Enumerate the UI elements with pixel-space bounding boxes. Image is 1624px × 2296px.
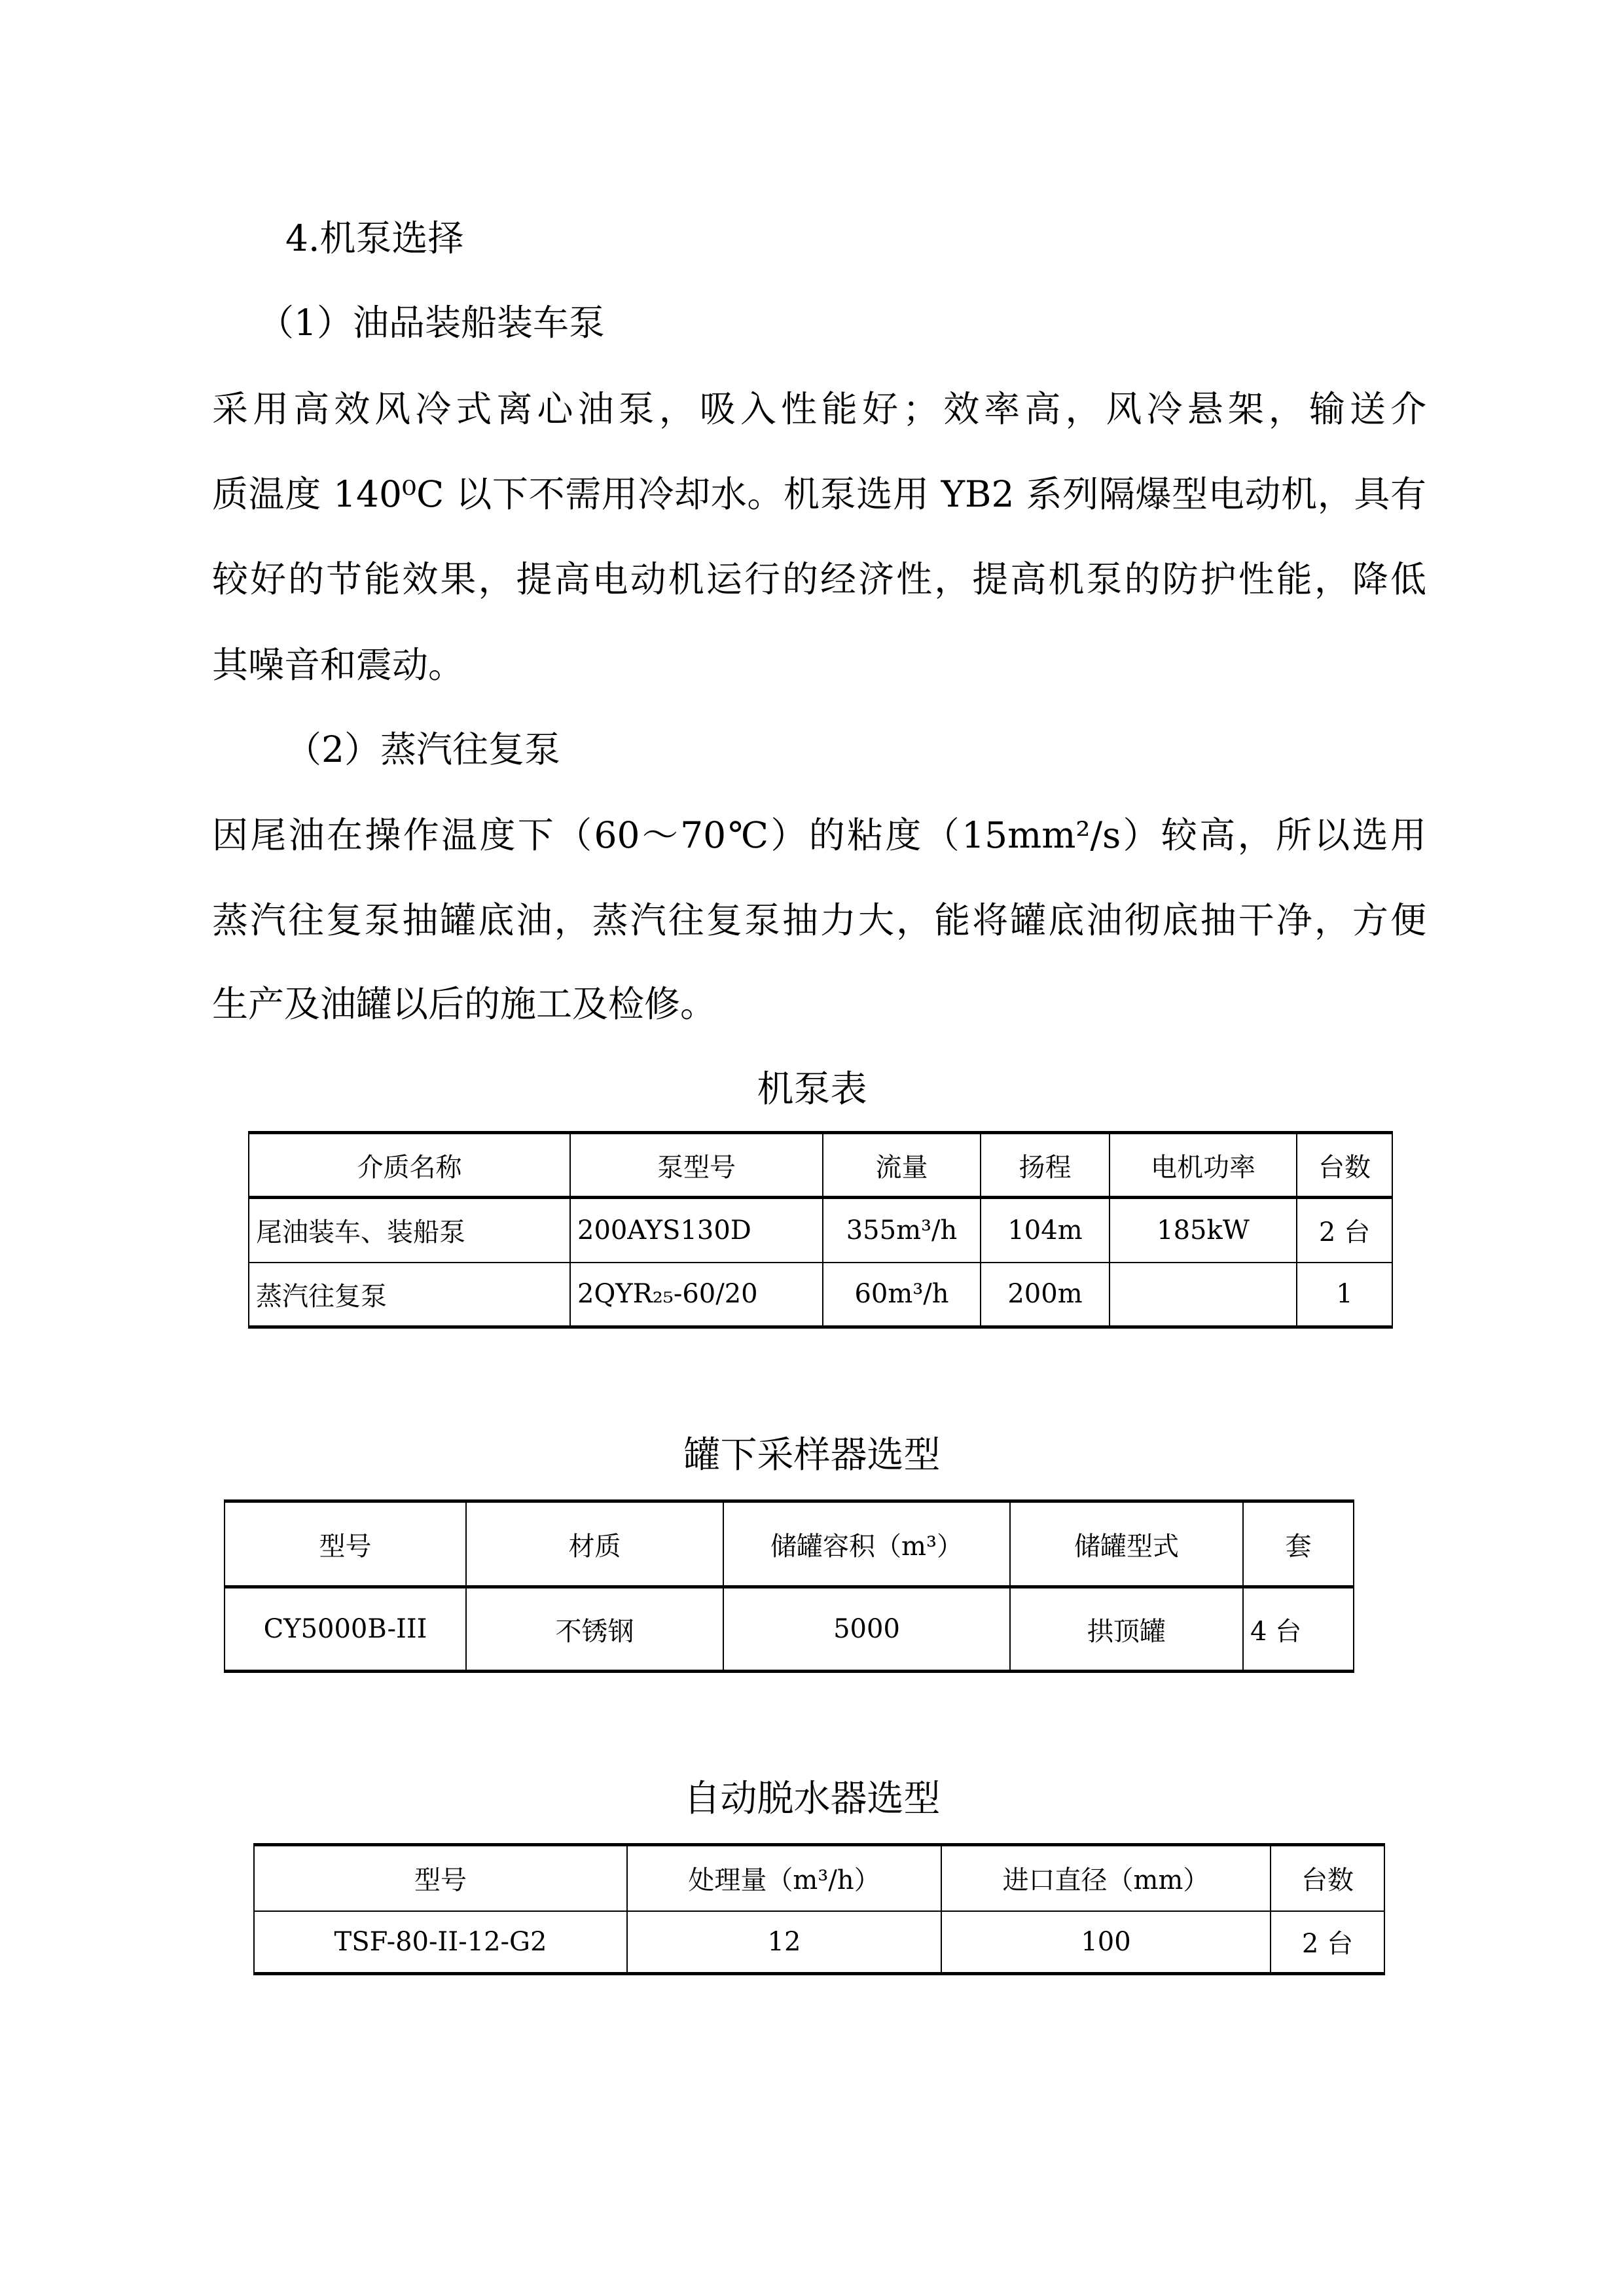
header-cell: 台数 bbox=[1297, 1133, 1392, 1198]
paragraph-line: 采用高效风冷式离心油泵，吸入性能好；效率高，风冷悬架，输送介 bbox=[212, 388, 1426, 430]
cell: 1 bbox=[1297, 1263, 1392, 1327]
table-title-sampler: 罐下采样器选型 bbox=[683, 1434, 941, 1477]
cell: 5000 bbox=[723, 1587, 1010, 1672]
paragraph-line: 生产及油罐以后的施工及检修。 bbox=[212, 983, 717, 1025]
subheading-loading-pump: （1）油品装船装车泵 bbox=[258, 302, 605, 344]
cell: 100 bbox=[941, 1911, 1271, 1974]
header-cell: 介质名称 bbox=[249, 1133, 570, 1198]
cell: 4 台 bbox=[1243, 1587, 1354, 1672]
table-row bbox=[254, 1911, 1384, 1974]
sampler-table bbox=[224, 1499, 1354, 1673]
cell: 拱顶罐 bbox=[1010, 1587, 1243, 1672]
paragraph-line: 因尾油在操作温度下（60～70℃）的粘度（15mm²/s）较高，所以选用 bbox=[212, 814, 1426, 856]
cell bbox=[1110, 1263, 1297, 1327]
cell: 蒸汽往复泵 bbox=[249, 1263, 570, 1327]
cell: 2 台 bbox=[1271, 1911, 1384, 1974]
header-cell: 储罐型式 bbox=[1010, 1501, 1243, 1587]
header-cell: 型号 bbox=[225, 1501, 466, 1587]
cell: 200m bbox=[981, 1263, 1110, 1327]
header-cell: 台数 bbox=[1271, 1845, 1384, 1911]
dewatering-table bbox=[253, 1843, 1385, 1975]
header-cell: 流量 bbox=[823, 1133, 981, 1198]
header-cell: 套 bbox=[1243, 1501, 1354, 1587]
subheading-steam-pump: （2）蒸汽往复泵 bbox=[285, 728, 560, 770]
section-heading: 4.机泵选择 bbox=[285, 217, 464, 259]
table-header-row bbox=[254, 1845, 1384, 1911]
header-cell: 型号 bbox=[254, 1845, 627, 1911]
table-title-pumps: 机泵表 bbox=[757, 1068, 867, 1111]
table-row bbox=[225, 1587, 1354, 1672]
table-header-row bbox=[225, 1501, 1354, 1587]
cell: 2 台 bbox=[1297, 1198, 1392, 1263]
cell: 不锈钢 bbox=[466, 1587, 723, 1672]
cell: TSF-80-II-12-G2 bbox=[254, 1911, 627, 1974]
cell: 104m bbox=[981, 1198, 1110, 1263]
header-cell: 电机功率 bbox=[1110, 1133, 1297, 1198]
header-cell: 材质 bbox=[466, 1501, 723, 1587]
paragraph-line: 其噪音和震动。 bbox=[212, 644, 465, 686]
table-row bbox=[249, 1263, 1392, 1327]
cell: CY5000B-III bbox=[225, 1587, 466, 1672]
cell: 12 bbox=[627, 1911, 941, 1974]
header-cell: 进口直径（mm） bbox=[941, 1845, 1271, 1911]
cell: 355m³/h bbox=[823, 1198, 981, 1263]
header-cell: 储罐容积（m³） bbox=[723, 1501, 1010, 1587]
cell: 60m³/h bbox=[823, 1263, 981, 1327]
paragraph-line: 较好的节能效果，提高电动机运行的经济性，提高机泵的防护性能，降低 bbox=[212, 558, 1426, 600]
table-row bbox=[249, 1198, 1392, 1263]
header-cell: 泵型号 bbox=[570, 1133, 823, 1198]
cell: 185kW bbox=[1110, 1198, 1297, 1263]
cell: 2QYR₂₅-60/20 bbox=[570, 1263, 823, 1327]
header-cell: 扬程 bbox=[981, 1133, 1110, 1198]
cell: 尾油装车、装船泵 bbox=[249, 1198, 570, 1263]
table-title-dewatering: 自动脱水器选型 bbox=[683, 1778, 941, 1820]
paragraph-line: 质温度 140⁰C 以下不需用冷却水。机泵选用 YB2 系列隔爆型电动机，具有 bbox=[212, 473, 1426, 515]
paragraph-line: 蒸汽往复泵抽罐底油，蒸汽往复泵抽力大，能将罐底油彻底抽干净，方便 bbox=[212, 899, 1426, 941]
pump-table bbox=[248, 1131, 1393, 1329]
header-cell: 处理量（m³/h） bbox=[627, 1845, 941, 1911]
cell: 200AYS130D bbox=[570, 1198, 823, 1263]
table-header-row bbox=[249, 1133, 1392, 1198]
